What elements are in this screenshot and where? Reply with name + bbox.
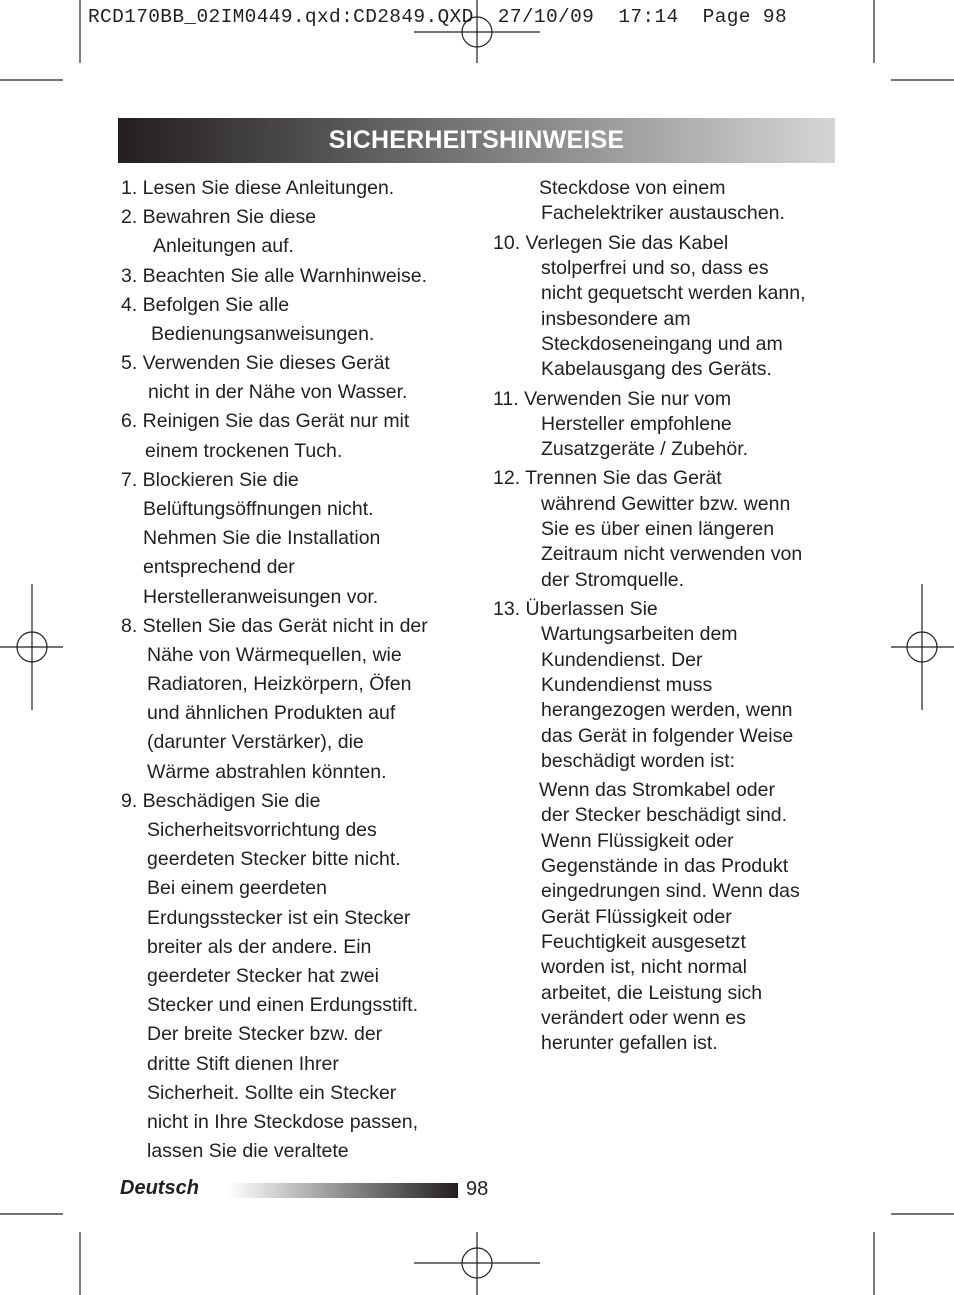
text-line: 13. Überlassen Sie (493, 598, 658, 620)
footer-gradient-bar (228, 1183, 458, 1198)
text-line: Sicherheit. Sollte ein Stecker (147, 1082, 397, 1104)
text-line: beschädigt worden ist: (541, 750, 736, 772)
text-line: Wenn das Stromkabel oder (539, 779, 775, 801)
text-line: 12. Trennen Sie das Gerät (493, 467, 722, 489)
text-line: und ähnlichen Produkten auf (147, 702, 396, 724)
text-line: einem trockenen Tuch. (145, 440, 343, 462)
text-line: 9. Beschädigen Sie die (121, 790, 321, 812)
text-line: Stecker und einen Erdungsstift. (147, 994, 418, 1016)
section-title: SICHERHEITSHINWEISE (328, 126, 625, 154)
text-line: Anleitungen auf. (153, 235, 294, 257)
text-line: (darunter Verstärker), die (147, 731, 364, 753)
registration-mark-right (891, 584, 954, 710)
text-line: Fachelektriker austauschen. (541, 202, 785, 224)
text-line: 4. Befolgen Sie alle (121, 294, 290, 316)
text-line: Zusatzgeräte / Zubehör. (541, 438, 749, 460)
text-line: Radiatoren, Heizkörpern, Öfen (147, 673, 412, 695)
text-line: Wartungsarbeiten dem (541, 623, 738, 645)
text-line: Sie es über einen längeren (541, 518, 775, 540)
text-line: das Gerät in folgender Weise (541, 725, 794, 747)
text-line: worden ist, nicht normal (541, 956, 747, 978)
text-line: Feuchtigkeit ausgesetzt (541, 931, 746, 953)
text-line: dritte Stift dienen Ihrer (147, 1053, 339, 1075)
text-line: nicht in der Nähe von Wasser. (148, 381, 408, 403)
text-line: eingedrungen sind. Wenn das (541, 880, 800, 902)
section-header-bar (118, 118, 835, 163)
text-line: Wärme abstrahlen könnten. (147, 761, 387, 783)
text-line: der Stromquelle. (541, 569, 685, 591)
text-line: Bei einem geerdeten (147, 877, 327, 899)
text-line: insbesondere am (541, 308, 691, 330)
text-line: Nähe von Wärmequellen, wie (147, 644, 402, 666)
text-line: breiter als der andere. Ein (147, 936, 372, 958)
text-line: Nehmen Sie die Installation (143, 527, 381, 549)
text-line: während Gewitter bzw. wenn (541, 493, 791, 515)
text-line: 3. Beachten Sie alle Warnhinweise. (121, 265, 428, 287)
text-line: der Stecker beschädigt sind. (541, 804, 788, 826)
text-line: Steckdose von einem (539, 177, 726, 199)
text-line: 5. Verwenden Sie dieses Gerät (121, 352, 390, 374)
text-line: 6. Reinigen Sie das Gerät nur mit (121, 410, 410, 432)
text-line: Herstelleranweisungen vor. (143, 586, 379, 608)
text-line: Gerät Flüssigkeit oder (541, 906, 732, 928)
text-line: Der breite Stecker bzw. der (147, 1023, 383, 1045)
text-line: 8. Stellen Sie das Gerät nicht in der (121, 615, 428, 637)
text-line: Belüftungsöffnungen nicht. (143, 498, 374, 520)
text-line: geerdeter Stecker hat zwei (147, 965, 379, 987)
text-line: 10. Verlegen Sie das Kabel (493, 232, 729, 254)
text-line: Kabelausgang des Geräts. (541, 358, 772, 380)
text-line: Gegenstände in das Produkt (541, 855, 789, 877)
text-line: arbeitet, die Leistung sich (541, 982, 763, 1004)
text-line: Kundendienst. Der (541, 649, 703, 671)
footer-language: Deutsch (120, 1177, 199, 1199)
text-line: Erdungsstecker ist ein Stecker (147, 907, 411, 929)
text-line: Kundendienst muss (541, 674, 713, 696)
registration-mark-top (414, 0, 540, 63)
text-line: verändert oder wenn es (541, 1007, 746, 1029)
text-line: lassen Sie die veraltete (147, 1140, 349, 1162)
text-line: Zeitraum nicht verwenden von (541, 543, 803, 565)
text-line: entsprechend der (143, 556, 295, 578)
text-line: Steckdoseneingang und am (541, 333, 783, 355)
registration-mark-left (0, 584, 63, 710)
text-line: 2. Bewahren Sie diese (121, 206, 317, 228)
text-line: nicht gequetscht werden kann, (541, 282, 806, 304)
text-line: herangezogen werden, wenn (541, 699, 793, 721)
text-line: 11. Verwenden Sie nur vom (493, 388, 732, 410)
registration-mark-bottom (414, 1232, 540, 1295)
text-line: 7. Blockieren Sie die (121, 469, 299, 491)
text-line: 1. Lesen Sie diese Anleitungen. (121, 177, 395, 199)
print-slug-line: RCD170BB_02IM0449.qxd:CD2849.QXD 27/10/09 17:14 Page 98 (88, 6, 788, 28)
text-line: stolperfrei und so, dass es (541, 257, 769, 279)
text-line: Sicherheitsvorrichtung des (147, 819, 377, 841)
text-line: Wenn Flüssigkeit oder (541, 830, 734, 852)
text-line: geerdeten Stecker bitte nicht. (147, 848, 401, 870)
text-line: Hersteller empfohlene (541, 413, 732, 435)
text-line: nicht in Ihre Steckdose passen, (147, 1111, 418, 1133)
text-line: Bedienungsanweisungen. (151, 323, 375, 345)
text-line: herunter gefallen ist. (541, 1032, 718, 1054)
page-number: 98 (466, 1178, 489, 1200)
